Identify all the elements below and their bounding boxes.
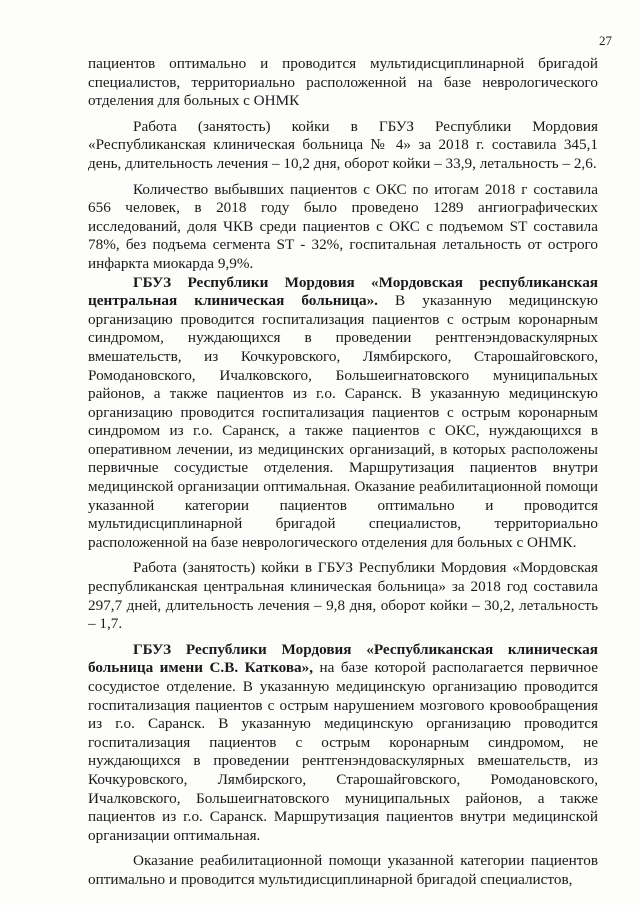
paragraph-rkb4-bed-stats: Работа (занятость) койки в ГБУЗ Республики Мордовия «Республиканская клиническая больница № 4» за 2018 г. составила 345,1 день, длительность лечения – 10,2 дня, оборот койки – 33,9, летальность – 2,6. (88, 117, 598, 172)
paragraph-oks-stats: Количество выбывших пациентов с ОКС по итогам 2018 г составила 656 человек, в 2018 году было проведено 1289 ангиографических исследований, доля ЧКВ среди пациентов с ОКС с подъемом ST составила 78%, без подъема сегмента ST - 32%, госпитальная летальность от острого инфаркта миокарда 9,9%. (88, 180, 598, 272)
paragraph-mrckb-bed-stats: Работа (занятость) койки в ГБУЗ Республики Мордовия «Мордовская республиканская центральная клиническая больница» за 2018 год составила 297,7 дней, длительность лечения – 9,8 дня, оборот койки – 30,2, летальность – 1,7. (88, 559, 598, 633)
paragraph-rkb-katkov (88, 641, 598, 846)
paragraph-mrckb (88, 274, 598, 553)
page-number: 27 (599, 33, 612, 48)
org-name-rkb-katkov: ГБУЗ Республики Мордовия «Республиканская клиническая больница имени С.В. Каткова», (88, 640, 598, 677)
org-name-mrckb: ГБУЗ Республики Мордовия «Мордовская республиканская центральная клиническая больница». (88, 273, 598, 310)
paragraph-mrckb-text: В указанную медицинскую организацию проводится госпитализация пациентов с острым коронарным синдромом, нуждающихся в проведении рентгенэндоваскулярных вмешательств, из Кочкуровского, Лямбирского, Старошайговского, Ромодановского, Ичалковского, Большеигнатовского муниципальных районов, а также пациентов из г.о. Саранск. В указанную медицинскую организацию проводится госпитализация пациентов с острым коронарным синдромом из г.о. Саранск, а также пациентов с ОКС, нуждающихся в оперативном лечении, из медицинских организаций, в которых расположены первичные сосудистые отделения. Маршрутизация пациентов внутри медицинской организации оптимальная. Оказание реабилитационной помощи указанной категории пациентов оптимально и проводится мультидисциплинарной бригадой специалистов, территориально расположенной на базе неврологического отделения для больных с ОНМК. (88, 292, 598, 551)
paragraph-rkb-katkov-text: на базе которой располагается первичное сосудистое отделение. В указанную медицинскую организацию проводится госпитализация пациентов с острым нарушением мозгового кровообращения из г.о. Саранск. В указанную медицинскую организацию проводится госпитализация пациентов с острым коронарным синдромом, не нуждающихся в проведении рентгенэндоваскулярных вмешательств, из Кочкуровского, Лямбирского, Старошайговского, Ромодановского, Ичалковского, Большеигнатовского муниципальных районов, а также пациентов из г.о. Саранск. Маршрутизация пациентов внутри медицинской организации оптимальная. (88, 659, 598, 844)
paragraph-continuation: пациентов оптимально и проводится мультидисциплинарной бригадой специалистов, территориально расположенной на базе неврологического отделения для больных с ОНМК (88, 55, 598, 110)
paragraph-rehab: Оказание реабилитационной помощи указанной категории пациентов оптимально и проводится мультидисциплинарной бригадой специалистов, (88, 852, 598, 888)
page-body (88, 55, 598, 890)
